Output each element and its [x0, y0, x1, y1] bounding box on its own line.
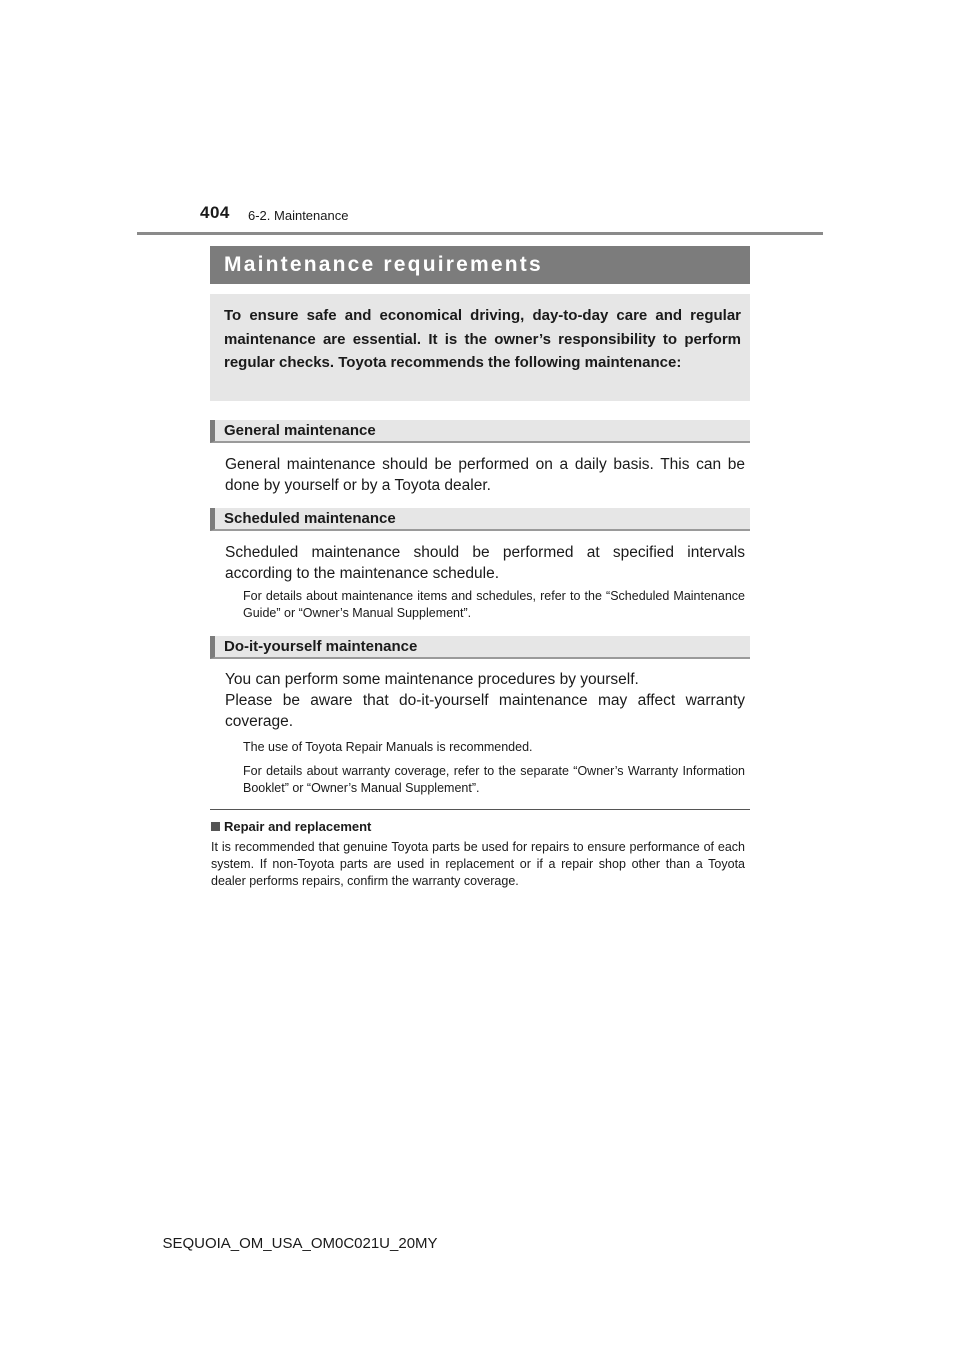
- page-number: 404: [200, 203, 230, 222]
- diy-maintenance-note-2: For details about warranty coverage, refer to the separate “Owner’s Warranty Information Booklet” or “Owner’s Manual Supplement”.: [243, 764, 745, 795]
- scheduled-maintenance-heading: Scheduled maintenance: [210, 508, 750, 531]
- scheduled-maintenance-text: Scheduled maintenance should be performed at specified intervals according to the maintenance schedule.: [225, 544, 745, 582]
- footer-doc-id: SEQUOIA_OM_USA_OM0C021U_20MY: [162, 1235, 438, 1252]
- general-maintenance-text: General maintenance should be performed on a daily basis. This can be done by yourself or by a Toyota dealer.: [225, 456, 745, 494]
- page-title: [210, 246, 750, 284]
- diy-maintenance-text-2: Please be aware that do-it-yourself maintenance may affect warranty coverage.: [225, 692, 745, 730]
- section-title: 6-2. Maintenance: [248, 208, 349, 223]
- diy-maintenance-text-1: You can perform some maintenance procedures by yourself.: [225, 671, 639, 688]
- repair-text: It is recommended that genuine Toyota parts be used for repairs to ensure performance of each system. If non-Toyota parts are used in replacement or if a repair shop other than a Toyota dealer performs repairs, confirm the warranty coverage.: [211, 840, 745, 888]
- intro-box: To ensure safe and economical driving, day-to-day care and regular maintenance are essential. It is the owner’s responsibility to perform regular checks. Toyota recommends the following maintenance:: [210, 294, 750, 401]
- scheduled-maintenance-note: For details about maintenance items and schedules, refer to the “Scheduled Maintenance Guide” or “Owner’s Manual Supplement”.: [243, 589, 745, 620]
- header-divider: [137, 232, 823, 235]
- page-title-text: Maintenance requirements: [224, 253, 543, 276]
- repair-heading: [211, 819, 371, 834]
- general-maintenance-heading: General maintenance: [210, 420, 750, 443]
- repair-heading-text: Repair and replacement: [224, 819, 372, 834]
- diy-maintenance-note-1: The use of Toyota Repair Manuals is recommended.: [243, 740, 533, 754]
- square-bullet-icon: [211, 822, 220, 831]
- note-divider: [210, 809, 750, 810]
- diy-maintenance-heading: Do-it-yourself maintenance: [210, 636, 750, 659]
